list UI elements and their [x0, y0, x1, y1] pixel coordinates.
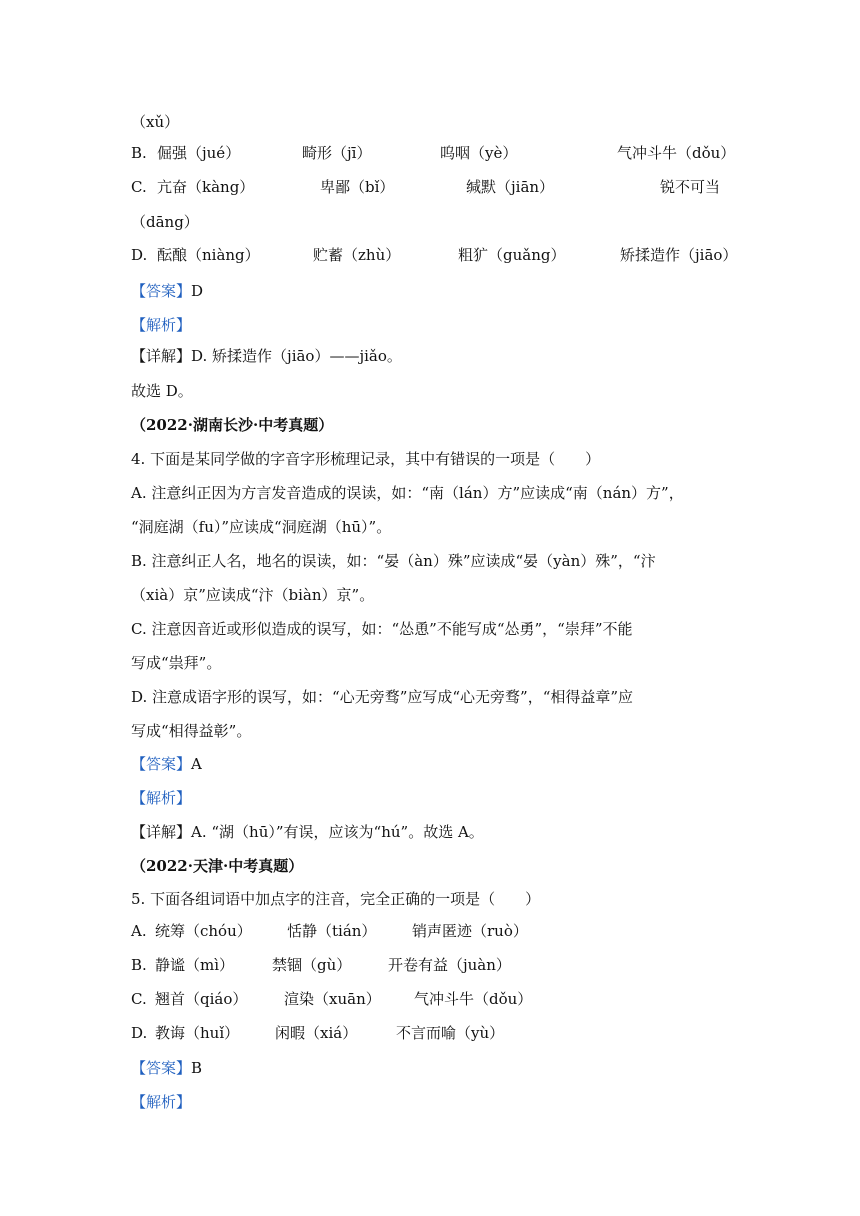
- option-item: 贮蓄（zhù）: [313, 246, 401, 264]
- option-item: 粗犷（guǎng）: [458, 246, 566, 264]
- option-item: 统筹（chóu）: [155, 922, 252, 940]
- analysis-tag: 【解析】: [131, 1093, 192, 1111]
- option-item: 禁锢（gù）: [272, 956, 352, 974]
- option-item: 缄默（jiān）: [466, 178, 555, 196]
- option-item: 卑鄙（bǐ）: [320, 178, 395, 196]
- answer-line: [131, 280, 203, 302]
- option-item: 闲暇（xiá）: [275, 1024, 358, 1042]
- option-continuation: （dāng）: [131, 213, 199, 231]
- option-c-label: C.: [131, 178, 147, 196]
- detail-line: [131, 345, 402, 367]
- option-item: 不言而喻（yù）: [396, 1024, 505, 1042]
- option-d-label: D.: [131, 246, 148, 264]
- option-item: 气冲斗牛（dǒu）: [617, 144, 736, 162]
- answer-value: A: [191, 755, 202, 773]
- answer-tag: 【答案】: [131, 282, 192, 300]
- question-text-line: 写成“祟拜”。: [131, 654, 222, 672]
- question-text-line: B. 注意纠正人名，地名的误读，如：“晏（àn）殊”应读成“晏（yàn）殊”，“汴: [131, 552, 656, 570]
- question-text-line: （xià）京”应读成“汴（biàn）京”。: [131, 586, 375, 604]
- option-b-label: B.: [131, 144, 147, 162]
- option-item: 渲染（xuān）: [284, 990, 381, 1008]
- option-item: 倔强（jué）: [157, 144, 241, 162]
- question-stem: 5. 下面各组词语中加点字的注音，完全正确的一项是（ ）: [131, 890, 541, 908]
- option-item: 亢奋（kàng）: [157, 178, 255, 196]
- question-text-line: A. 注意纠正因为方言发音造成的误读，如：“南（lán）方”应读成“南（nán）方”，: [131, 484, 684, 502]
- option-item: 畸形（jī）: [302, 144, 372, 162]
- question-text-line: “洞庭湖（fu）”应读成“洞庭湖（hū）”。: [131, 518, 392, 536]
- analysis-tag: 【解析】: [131, 316, 192, 334]
- question-source: （2022·湖南长沙·中考真题）: [131, 416, 334, 434]
- answer-value: D: [191, 282, 204, 300]
- option-item: 酝酿（niàng）: [157, 246, 260, 264]
- question-text-line: 写成“相得益彰”。: [131, 722, 252, 740]
- option-c-label: C.: [131, 990, 147, 1008]
- option-item: 呜咽（yè）: [440, 144, 518, 162]
- option-item: 矫揉造作（jiāo）: [620, 246, 738, 264]
- option-a-label: A.: [131, 922, 147, 940]
- question-source: （2022·天津·中考真题）: [131, 857, 304, 875]
- answer-tag: 【答案】: [131, 1059, 192, 1077]
- option-item: 教诲（huǐ）: [155, 1024, 240, 1042]
- option-item: 气冲斗牛（dǒu）: [414, 990, 533, 1008]
- question-text-line: C. 注意因音近或形似造成的误写，如：“怂恿”不能写成“怂勇”，“崇拜”不能: [131, 620, 633, 638]
- option-item: 静谧（mì）: [155, 956, 235, 974]
- question-text-line: D. 注意成语字形的误写，如：“心无旁骛”应写成“心无旁骛”，“相得益章”应: [131, 688, 634, 706]
- detail-text: D. 矫揉造作（jiāo）——jiǎo。: [191, 347, 402, 365]
- option-item: 锐不可当: [660, 178, 721, 196]
- option-item: 恬静（tián）: [287, 922, 377, 940]
- answer-line: [131, 753, 202, 775]
- question-stem: 4. 下面是某同学做的字音字形梳理记录，其中有错误的一项是（ ）: [131, 450, 601, 468]
- option-item: 开卷有益（juàn）: [388, 956, 511, 974]
- answer-tag: 【答案】: [131, 755, 192, 773]
- answer-value: B: [191, 1059, 203, 1077]
- option-d-label: D.: [131, 1024, 148, 1042]
- option-continuation: （xǔ）: [131, 113, 180, 131]
- detail-line: [131, 821, 484, 843]
- option-item: 翘首（qiáo）: [155, 990, 248, 1008]
- conclusion-line: 故选 D。: [131, 382, 193, 400]
- answer-line: [131, 1057, 202, 1079]
- analysis-tag: 【解析】: [131, 789, 192, 807]
- detail-tag: 【详解】: [131, 347, 192, 365]
- option-b-label: B.: [131, 956, 147, 974]
- detail-text: A. “湖（hū）”有误，应该为“hú”。故选 A。: [191, 823, 484, 841]
- detail-tag: 【详解】: [131, 823, 192, 841]
- option-item: 销声匿迹（ruò）: [412, 922, 528, 940]
